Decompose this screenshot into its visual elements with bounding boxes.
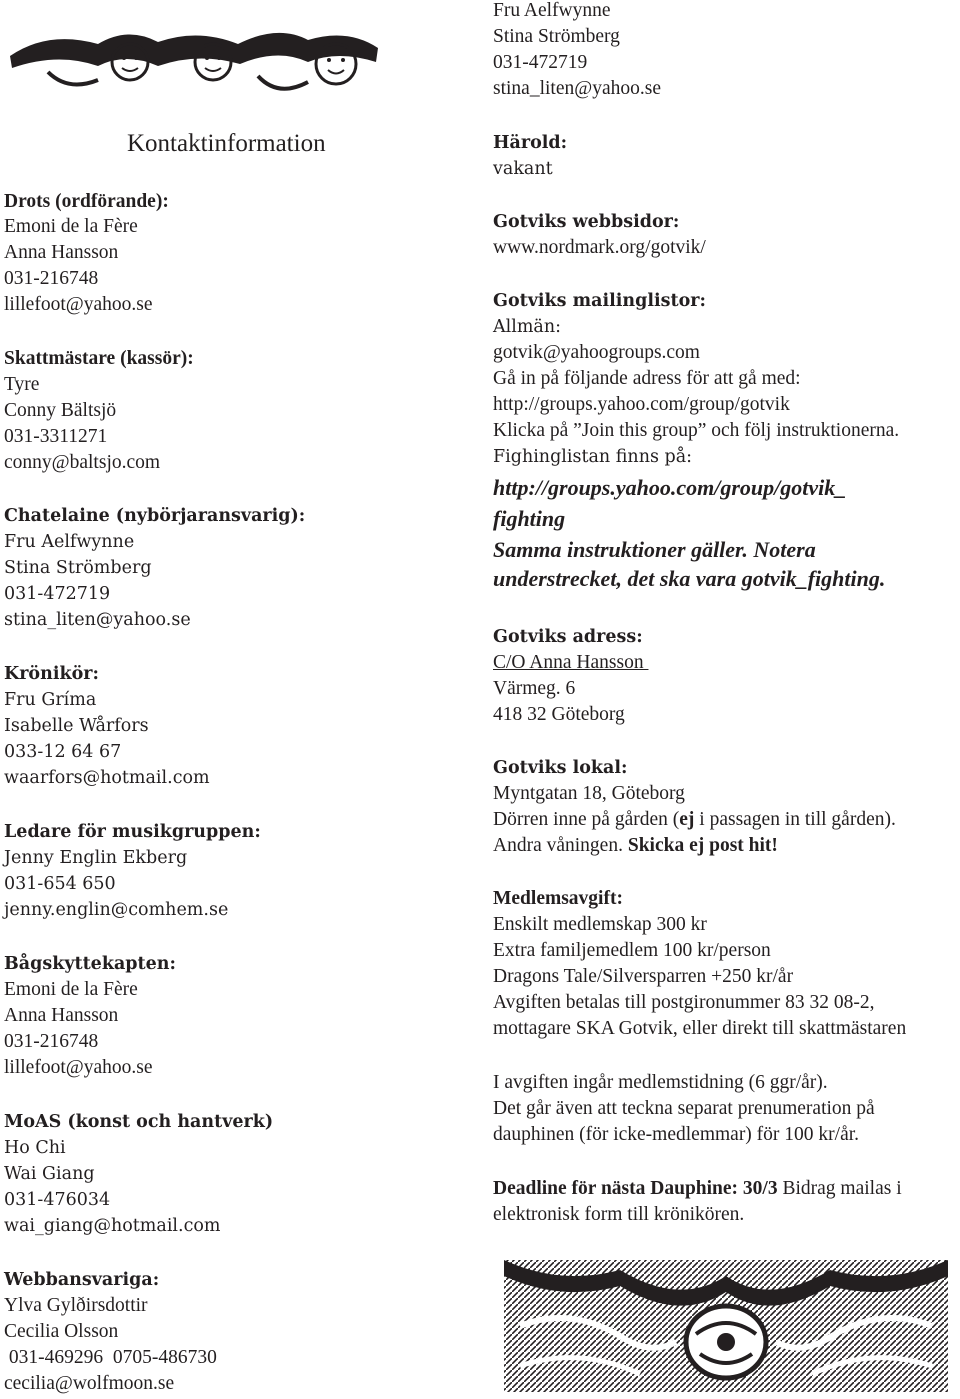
contact-line: Fru Aelfwynne [4,532,135,552]
role-heading: Webbansvariga: [4,1270,160,1290]
info-line: Allmän: [493,317,562,337]
instruction-note: Samma instruktioner gäller. Notera [493,537,816,562]
contact-line: Emoni de la Fère [4,216,138,237]
instruction-note: understrecket, det ska vara gotvik_fighting. [493,566,886,591]
contact-line: lillefoot@yahoo.se [4,1057,153,1078]
text-run-bold: Skicka ej post hit! [627,835,778,856]
page-title: Kontaktinformation [127,130,326,157]
contact-line: Ho Chi [4,1138,66,1158]
fee-line: Avgiften betalas till postgironummer 83 32 08-2, [493,992,875,1013]
contact-line: 031-469296 0705-486730 [4,1347,217,1368]
contact-line: Emoni de la Fère [4,979,138,1000]
contact-line: Fru Aelfwynne [493,0,611,21]
subscription-line: I avgiften ingår medlemstidning (6 ggr/år). [493,1072,828,1093]
subscription-line: Det går även att teckna separat prenumeration på [493,1098,875,1119]
contact-line: 031-216748 [4,1031,99,1052]
contact-line: 031-476034 [4,1190,111,1210]
deadline-bold: Deadline för nästa Dauphine: 30/3 [493,1178,778,1199]
text-run-bold: ej [679,809,695,830]
info-line: Fighinglistan finns på: [493,447,693,467]
role-heading: Drots (ordförande): [4,191,169,212]
deadline-line [493,1176,902,1202]
deadline-line: elektronisk form till krönikören. [493,1204,745,1225]
contact-line: Isabelle Wårfors [4,716,149,736]
role-heading: Krönikör: [4,664,99,684]
contact-line: Stina Strömberg [4,558,152,578]
address-line: C/O Anna Hansson [493,652,649,673]
contact-line: 031-216748 [4,268,99,289]
subscription-line: dauphinen (för icke-medlemmar) för 100 kr/år. [493,1124,860,1145]
url-link[interactable]: http://groups.yahoo.com/group/gotvik [493,394,790,415]
section-heading: Gotviks adress: [493,627,643,647]
contact-line: Wai Giang [4,1164,95,1184]
role-heading: Ledare för musikgruppen: [4,822,261,842]
fee-line: Enskilt medlemskap 300 kr [493,914,707,935]
contact-line: Tyre [4,374,40,395]
fee-line: mottagare SKA Gotvik, eller direkt till skattmästaren [493,1018,907,1039]
section-heading: Medlemsavgift: [493,888,623,909]
info-line: Gå in på följande adress för att gå med: [493,368,801,389]
text-run: i passagen in till gården). [694,809,896,830]
cherub-banner-ornament [8,22,380,102]
contact-line: Cecilia Olsson [4,1321,119,1342]
email-link[interactable]: gotvik@yahoogroups.com [493,342,700,363]
role-heading: MoAS (konst och hantverk) [4,1112,274,1132]
fee-line: Extra familjemedlem 100 kr/person [493,940,771,961]
contact-line: lillefoot@yahoo.se [4,294,153,315]
info-line: Klicka på ”Join this group” och följ instruktionerna. [493,420,900,441]
contact-line: cecilia@wolfmoon.se [4,1373,175,1394]
role-heading: Skattmästare (kassör): [4,348,194,369]
contact-line: stina_liten@yahoo.se [4,610,191,630]
text-run: Andra våningen. [493,835,628,856]
text-run: Bidrag mailas i [777,1178,902,1199]
contact-line: jenny.englin@comhem.se [4,900,229,920]
role-heading: Chatelaine (nybörjaransvarig): [4,506,306,526]
address-line: 418 32 Göteborg [493,704,625,725]
contact-line: 031-472719 [493,52,588,73]
contact-line: 033-12 64 67 [4,742,122,762]
contact-line: Fru Gríma [4,690,97,710]
fee-line: Dragons Tale/Silversparren +250 kr/år [493,966,794,987]
contact-line: Ylva Gylðirsdottir [4,1295,148,1316]
fighting-url-link[interactable]: http://groups.yahoo.com/group/gotvik_ [493,475,847,500]
location-line [493,833,778,859]
fighting-url-link-cont[interactable]: fighting [493,506,566,531]
contact-line: 031-654 650 [4,874,116,894]
woodcut-vignette-ornament [500,1256,952,1396]
contact-line: 031-472719 [4,584,111,604]
contact-line: Jenny Englin Ekberg [4,848,188,868]
location-line [493,807,896,833]
info-line: vakant [493,159,553,179]
contact-line: wai_giang@hotmail.com [4,1216,221,1236]
contact-line: stina_liten@yahoo.se [493,78,661,99]
website-link[interactable]: www.nordmark.org/gotvik/ [493,237,706,258]
contact-line: Stina Strömberg [493,26,620,47]
section-heading: Gotviks webbsidor: [493,212,680,232]
role-heading: Bågskyttekapten: [4,954,176,974]
section-heading: Härold: [493,133,568,153]
contact-line: conny@baltsjo.com [4,452,161,473]
section-heading: Gotviks mailinglistor: [493,291,706,311]
contact-line: waarfors@hotmail.com [4,768,210,788]
text-run: Dörren inne på gården ( [493,809,680,830]
contact-line: Conny Bältsjö [4,400,117,421]
location-line: Myntgatan 18, Göteborg [493,783,685,804]
section-heading: Gotviks lokal: [493,758,628,778]
contact-line: Anna Hansson [4,242,119,263]
contact-line: Anna Hansson [4,1005,119,1026]
contact-line: 031-3311271 [4,426,108,447]
address-line: Värmeg. 6 [493,678,576,699]
